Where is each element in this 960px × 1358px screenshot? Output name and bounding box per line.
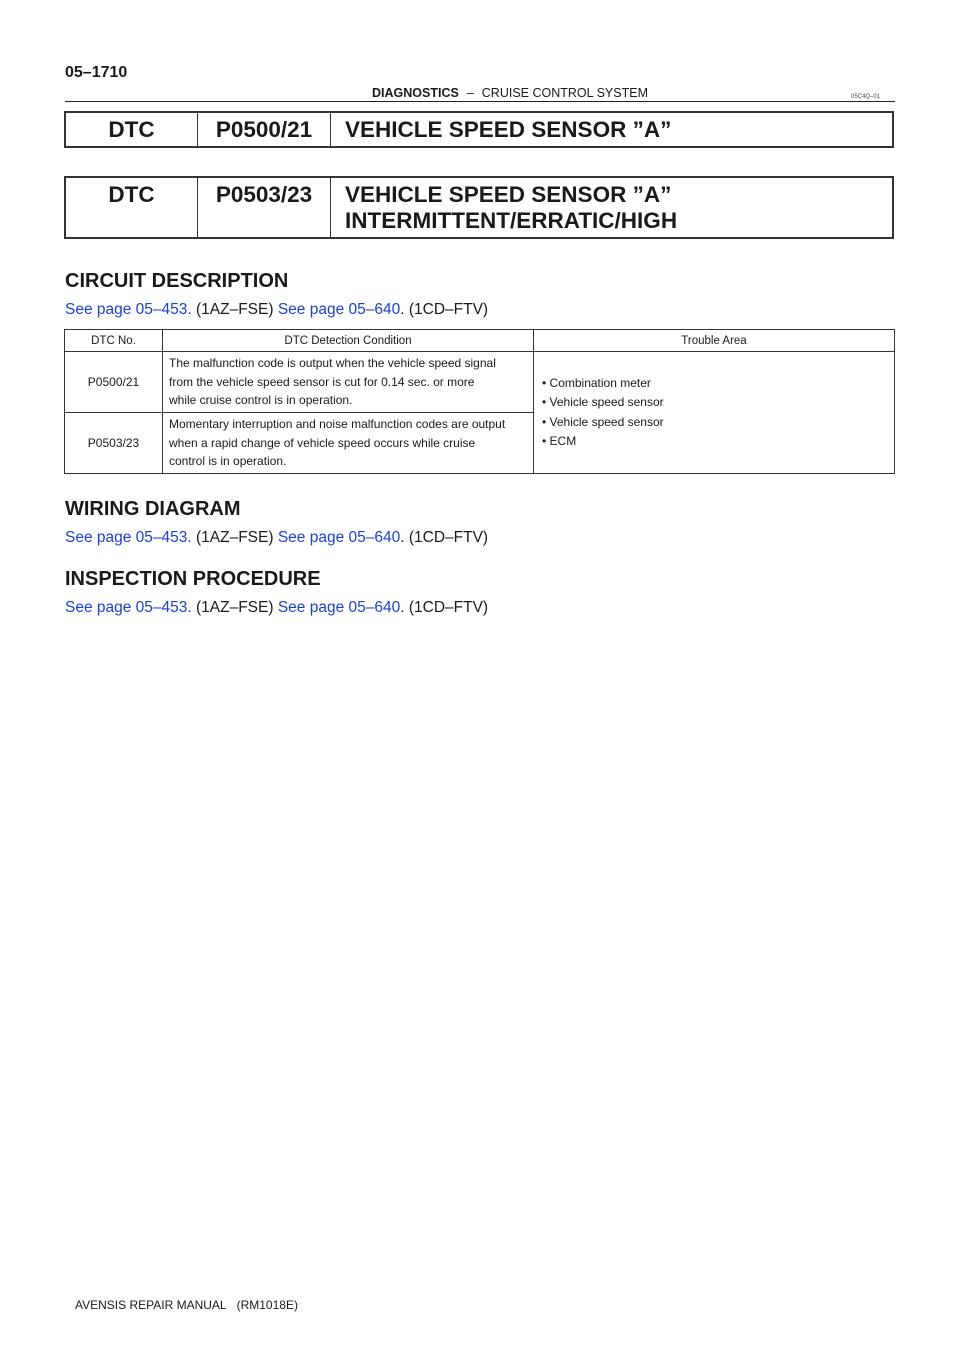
table-row bbox=[65, 352, 895, 413]
cell-condition bbox=[163, 352, 534, 413]
engine-note-1cd: . (1CD–FTV) bbox=[400, 599, 489, 616]
condition-line: when a rapid change of vehicle speed occurs while cruise bbox=[169, 435, 476, 450]
trouble-area-item: • Vehicle speed sensor bbox=[542, 395, 664, 409]
header-separator: – bbox=[466, 86, 474, 100]
engine-note-1az: (1AZ–FSE) bbox=[191, 529, 278, 546]
dtc-title: VEHICLE SPEED SENSOR ”A” bbox=[345, 117, 672, 142]
engine-note-1az: (1AZ–FSE) bbox=[191, 599, 278, 616]
header-subsection: CRUISE CONTROL SYSTEM bbox=[481, 86, 648, 100]
running-header bbox=[372, 86, 648, 100]
link-1az-fse[interactable]: See page 05–453. bbox=[65, 599, 192, 616]
condition-line: while cruise control is in operation. bbox=[169, 393, 353, 408]
link-1az-fse[interactable]: See page 05–453. bbox=[65, 529, 192, 546]
wiring-diagram-heading: WIRING DIAGRAM bbox=[65, 498, 241, 520]
link-1cd-ftv[interactable]: See page 05–640 bbox=[277, 301, 401, 318]
dtc-title bbox=[331, 178, 892, 237]
dtc-label: DTC bbox=[66, 113, 198, 146]
manual-code: (RM1018E) bbox=[236, 1298, 298, 1312]
page-number: 05–1710 bbox=[65, 64, 128, 81]
inspection-procedure-heading: INSPECTION PROCEDURE bbox=[65, 568, 321, 590]
header-dtc-no: DTC No. bbox=[65, 330, 163, 352]
dtc-table bbox=[64, 329, 895, 474]
header-trouble-area: Trouble Area bbox=[534, 330, 895, 352]
dtc-code: P0503/23 bbox=[198, 178, 331, 237]
engine-note-1cd: . (1CD–FTV) bbox=[400, 529, 489, 546]
trouble-area-item: • ECM bbox=[542, 434, 577, 448]
circuit-description-ref bbox=[65, 301, 488, 319]
cell-dtc-no: P0500/21 bbox=[65, 352, 163, 413]
table-header-row bbox=[65, 330, 895, 352]
condition-line: control is in operation. bbox=[169, 454, 287, 469]
condition-line: The malfunction code is output when the vehicle speed signal bbox=[169, 356, 496, 371]
dtc-title-box-p0500 bbox=[64, 111, 894, 148]
page-footer bbox=[75, 1298, 298, 1312]
link-1cd-ftv[interactable]: See page 05–640 bbox=[277, 529, 401, 546]
dtc-code: P0500/21 bbox=[198, 113, 331, 146]
cell-trouble-area bbox=[534, 352, 895, 474]
header-section: DIAGNOSTICS bbox=[372, 86, 459, 100]
dtc-label: DTC bbox=[66, 178, 198, 237]
manual-title: AVENSIS REPAIR MANUAL bbox=[75, 1298, 227, 1312]
document-code: 05C4Q–01 bbox=[851, 94, 881, 100]
cell-condition bbox=[163, 413, 534, 474]
engine-note-1az: (1AZ–FSE) bbox=[191, 301, 278, 318]
cell-dtc-no: P0503/23 bbox=[65, 413, 163, 474]
condition-line: Momentary interruption and noise malfunction codes are output bbox=[169, 417, 506, 432]
header-rule bbox=[65, 101, 895, 102]
trouble-area-item: • Combination meter bbox=[542, 375, 651, 390]
header-detection-condition: DTC Detection Condition bbox=[163, 330, 534, 352]
link-1az-fse[interactable]: See page 05–453. bbox=[65, 301, 192, 318]
dtc-title-line-2: INTERMITTENT/ERRATIC/HIGH bbox=[345, 208, 678, 233]
dtc-title-line-1: VEHICLE SPEED SENSOR ”A” bbox=[345, 182, 672, 207]
inspection-procedure-ref bbox=[65, 599, 488, 617]
circuit-description-heading: CIRCUIT DESCRIPTION bbox=[65, 270, 289, 292]
wiring-diagram-ref bbox=[65, 529, 488, 547]
trouble-area-item: • Vehicle speed sensor bbox=[542, 414, 664, 429]
link-1cd-ftv[interactable]: See page 05–640 bbox=[277, 599, 401, 616]
condition-line: from the vehicle speed sensor is cut for 0.14 sec. or more bbox=[169, 374, 475, 389]
dtc-title-box-p0503 bbox=[64, 176, 894, 239]
engine-note-1cd: . (1CD–FTV) bbox=[400, 301, 489, 318]
